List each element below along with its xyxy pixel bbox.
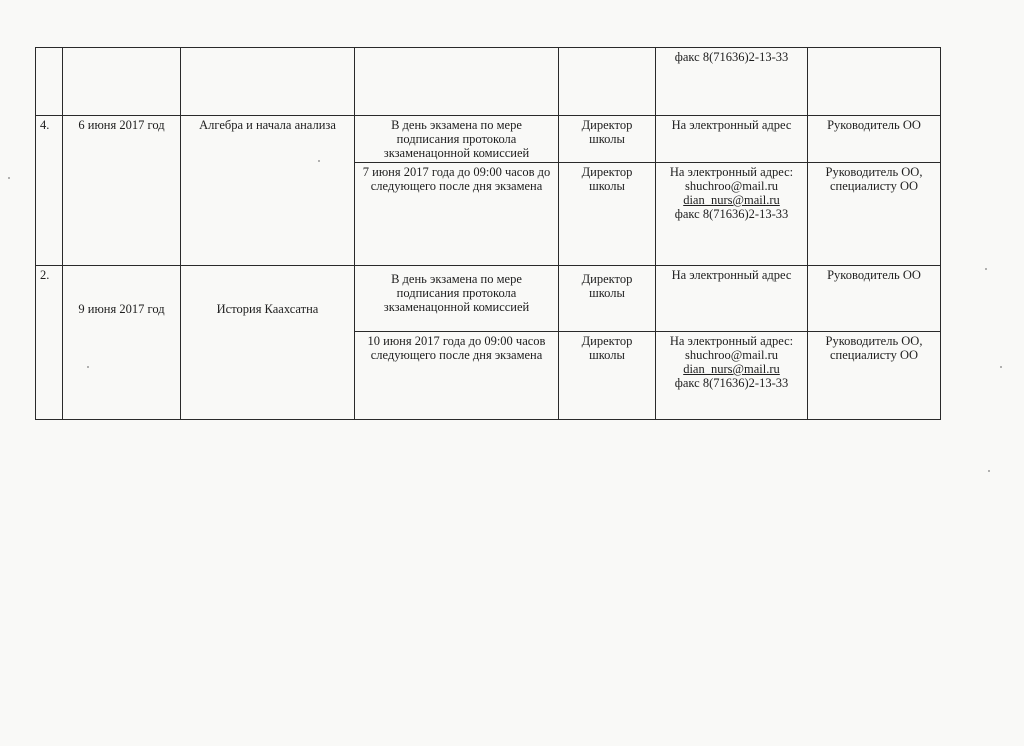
cell-date: 9 июня 2017 год	[63, 266, 181, 420]
cell-deadline: В день экзамена по мере подписания протокола зкзаменацонной комиссией	[355, 116, 559, 163]
cell-recipient: Руководитель ОО, специалисту ОО	[808, 163, 941, 266]
cell-address	[656, 163, 808, 266]
cell-address: На электронный адрес	[656, 266, 808, 332]
table-row	[36, 116, 941, 163]
cell-deadline: В день экзамена по мере подписания протокола зкзаменацонной комиссией	[355, 266, 559, 332]
cell-address	[656, 48, 808, 116]
scan-speck	[8, 177, 10, 179]
fax-text: факс 8(71636)2-13-33	[674, 50, 789, 64]
email-text: shuchroo@mail.ru	[684, 179, 779, 193]
cell-subject: Алгебра и начала анализа	[181, 116, 355, 266]
cell-number	[36, 48, 63, 116]
cell-number: 4.	[36, 116, 63, 266]
email-link[interactable]: dian_nurs@mail.ru	[683, 362, 780, 376]
cell-recipient: Руководитель ОО	[808, 116, 941, 163]
cell-responsible: Директор школы	[559, 163, 656, 266]
scan-speck	[988, 470, 990, 472]
cell-date: 6 июня 2017 год	[63, 116, 181, 266]
address-label: На электронный адрес:	[669, 165, 794, 179]
fax-text: факс 8(71636)2-13-33	[674, 207, 789, 221]
address-label: На электронный адрес:	[669, 334, 794, 348]
cell-address	[656, 332, 808, 420]
cell-responsible	[559, 48, 656, 116]
cell-date	[63, 48, 181, 116]
cell-address: На электронный адрес	[656, 116, 808, 163]
table-row	[36, 266, 941, 332]
scan-speck	[1000, 366, 1002, 368]
scan-speck	[985, 268, 987, 270]
cell-responsible: Директор школы	[559, 116, 656, 163]
cell-deadline: 7 июня 2017 года до 09:00 часов до следующего после дня экзамена	[355, 163, 559, 266]
cell-deadline: 10 июня 2017 года до 09:00 часов следующего после дня экзамена	[355, 332, 559, 420]
cell-subject: История Каахсатна	[181, 266, 355, 420]
scan-speck	[87, 366, 89, 368]
cell-subject	[181, 48, 355, 116]
cell-deadline	[355, 48, 559, 116]
email-link[interactable]: dian_nurs@mail.ru	[683, 193, 780, 207]
scan-speck	[318, 160, 320, 162]
cell-recipient: Руководитель ОО	[808, 266, 941, 332]
cell-responsible: Директор школы	[559, 266, 656, 332]
cell-recipient	[808, 48, 941, 116]
table-row-continuation	[36, 48, 941, 116]
cell-number: 2.	[36, 266, 63, 420]
exam-results-table	[35, 47, 941, 420]
cell-responsible: Директор школы	[559, 332, 656, 420]
fax-text: факс 8(71636)2-13-33	[674, 376, 789, 390]
cell-recipient: Руководитель ОО, специалисту ОО	[808, 332, 941, 420]
email-text: shuchroo@mail.ru	[684, 348, 779, 362]
